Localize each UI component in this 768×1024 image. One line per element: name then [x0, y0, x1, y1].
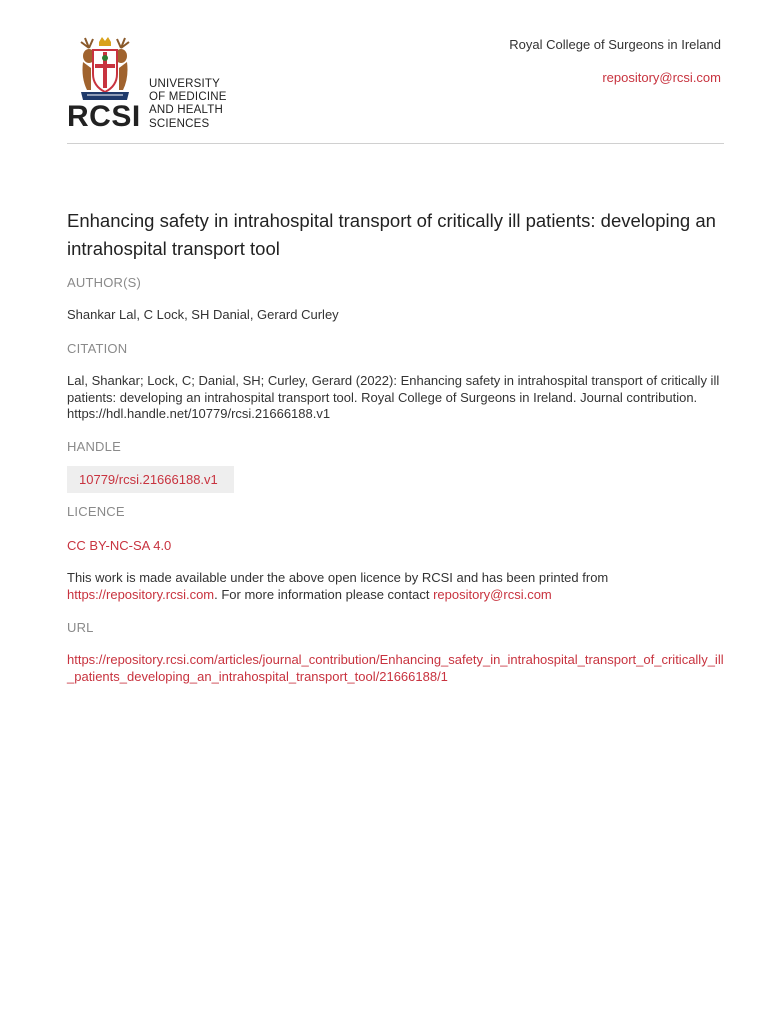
licence-label: LICENCE	[67, 504, 125, 519]
university-name	[149, 78, 227, 131]
licence-note-middle: . For more information please contact	[214, 586, 430, 602]
rcsi-wordmark: RCSI	[67, 100, 141, 133]
citation-label: CITATION	[67, 341, 128, 356]
repository-email-link[interactable]: repository@rcsi.com	[433, 586, 552, 602]
handle-box[interactable]	[67, 466, 234, 493]
repository-link[interactable]: https://repository.rcsi.com	[67, 586, 215, 602]
header-divider	[67, 143, 724, 144]
url-label: URL	[67, 620, 94, 635]
licence-note	[67, 570, 727, 603]
licence-link[interactable]: CC BY-NC-SA 4.0	[67, 538, 172, 553]
logo-line: AND HEALTH	[149, 104, 223, 117]
record-title: Enhancing safety in intrahospital transport of critically ill patients: developing an intrahospital transport tool	[67, 210, 716, 259]
record-url-link[interactable]: https://repository.rcsi.com/articles/journal_contribution/Enhancing_safety_in_intrahospital_transport_of_critically_ill_patients_developing_an_intrahospital_transport_tool/21666188/1	[67, 652, 724, 684]
logo-line: OF MEDICINE	[149, 91, 227, 104]
institution-name: Royal College of Surgeons in Ireland	[509, 37, 721, 52]
citation-value: Lal, Shankar; Lock, C; Danial, SH; Curley, Gerard (2022): Enhancing safety in intrahospital transport of critically ill patients: developing an intrahospital transport tool. Royal College of Surgeons in Ireland. Journal contribution. https://hdl.handle.net/10779/rcsi.21666188.v1	[67, 373, 720, 421]
handle-label: HANDLE	[67, 439, 121, 454]
authors-value: Shankar Lal, C Lock, SH Danial, Gerard Curley	[67, 307, 339, 322]
licence-note-text: This work is made available under the above open licence by RCSI and has been printed from	[67, 570, 609, 585]
logo-line: SCIENCES	[149, 117, 210, 130]
logo-line: UNIVERSITY	[149, 78, 221, 90]
rcsi-crest-icon	[75, 34, 135, 102]
handle-link[interactable]: 10779/rcsi.21666188.v1	[79, 472, 218, 487]
contact-email-link[interactable]: repository@rcsi.com	[602, 70, 721, 85]
rcsi-logo	[67, 34, 247, 134]
authors-label: AUTHOR(S)	[67, 275, 142, 290]
